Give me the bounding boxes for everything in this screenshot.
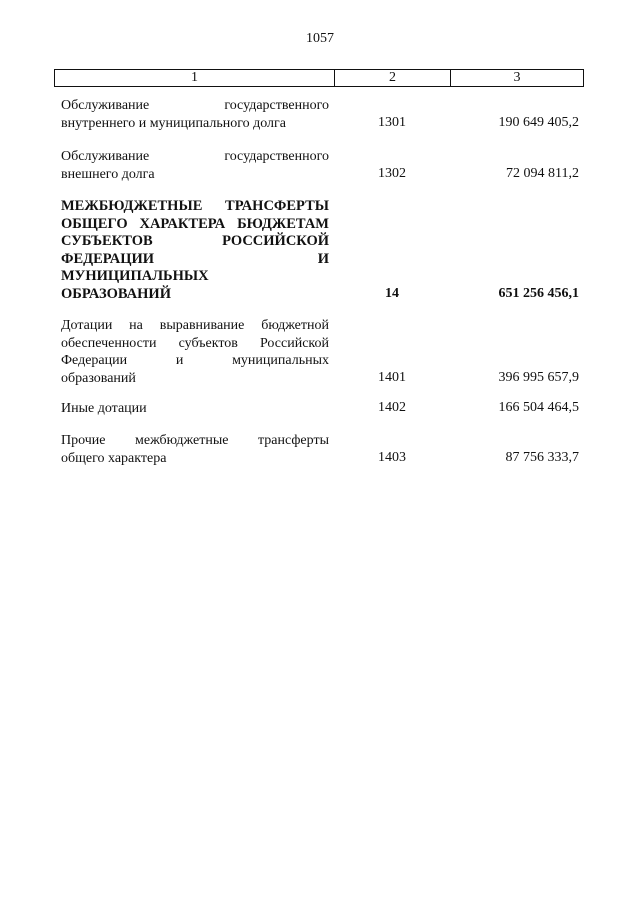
row-code: 1401 [378,369,406,385]
section-name-line: ФЕДЕРАЦИИ И [61,250,329,267]
section-code: 14 [385,285,399,301]
row-name-line: Прочие межбюджетные трансферты [61,433,329,448]
row-name-line: Обслуживание государственного [61,149,329,164]
row-name-line: общего характера [61,450,167,466]
row-name-line: Федерации и муниципальных [61,353,329,368]
header-col-3: 3 [513,70,521,85]
row-name [61,148,329,183]
row-name-line: Обслуживание государственного [61,98,329,113]
section-amount: 651 256 456,1 [498,285,579,301]
row-name-line: Дотации на выравнивание бюджетной [61,318,329,333]
row-name [61,432,329,467]
row-amount: 87 756 333,7 [505,449,579,465]
header-col-1: 1 [55,70,335,86]
row-name-line: образований [61,370,136,386]
row-name [61,317,329,387]
header-col-2: 2 [335,70,451,86]
section-name-line: ОБРАЗОВАНИЙ [61,285,171,302]
row-code: 1301 [378,114,406,130]
row-code: 1302 [378,165,406,181]
section-name [61,198,329,303]
row-name-line: обеспеченности субъектов Российской [61,335,329,351]
row-amount: 72 094 811,2 [506,165,579,181]
section-name-line: ОБЩЕГО ХАРАКТЕРА БЮДЖЕТАМ [61,215,329,232]
section-name-line: МУНИЦИПАЛЬНЫХ [61,268,209,284]
page-number: 1057 [306,31,334,46]
row-name-line: внешнего долга [61,166,155,182]
row-name-line: Иные дотации [61,401,147,416]
row-amount: 190 649 405,2 [498,114,579,130]
section-name-line: СУБЪЕКТОВ РОССИЙСКОЙ [61,233,329,249]
row-amount: 396 995 657,9 [498,369,579,385]
row-code: 1403 [378,449,406,465]
row-name [61,97,329,132]
section-name-line: МЕЖБЮДЖЕТНЫЕ ТРАНСФЕРТЫ [61,198,329,214]
row-name-line: внутреннего и муниципального долга [61,115,286,131]
row-code: 1402 [378,400,406,415]
row-amount: 166 504 464,5 [498,400,579,415]
row-name [61,400,329,418]
table-header [54,69,584,87]
